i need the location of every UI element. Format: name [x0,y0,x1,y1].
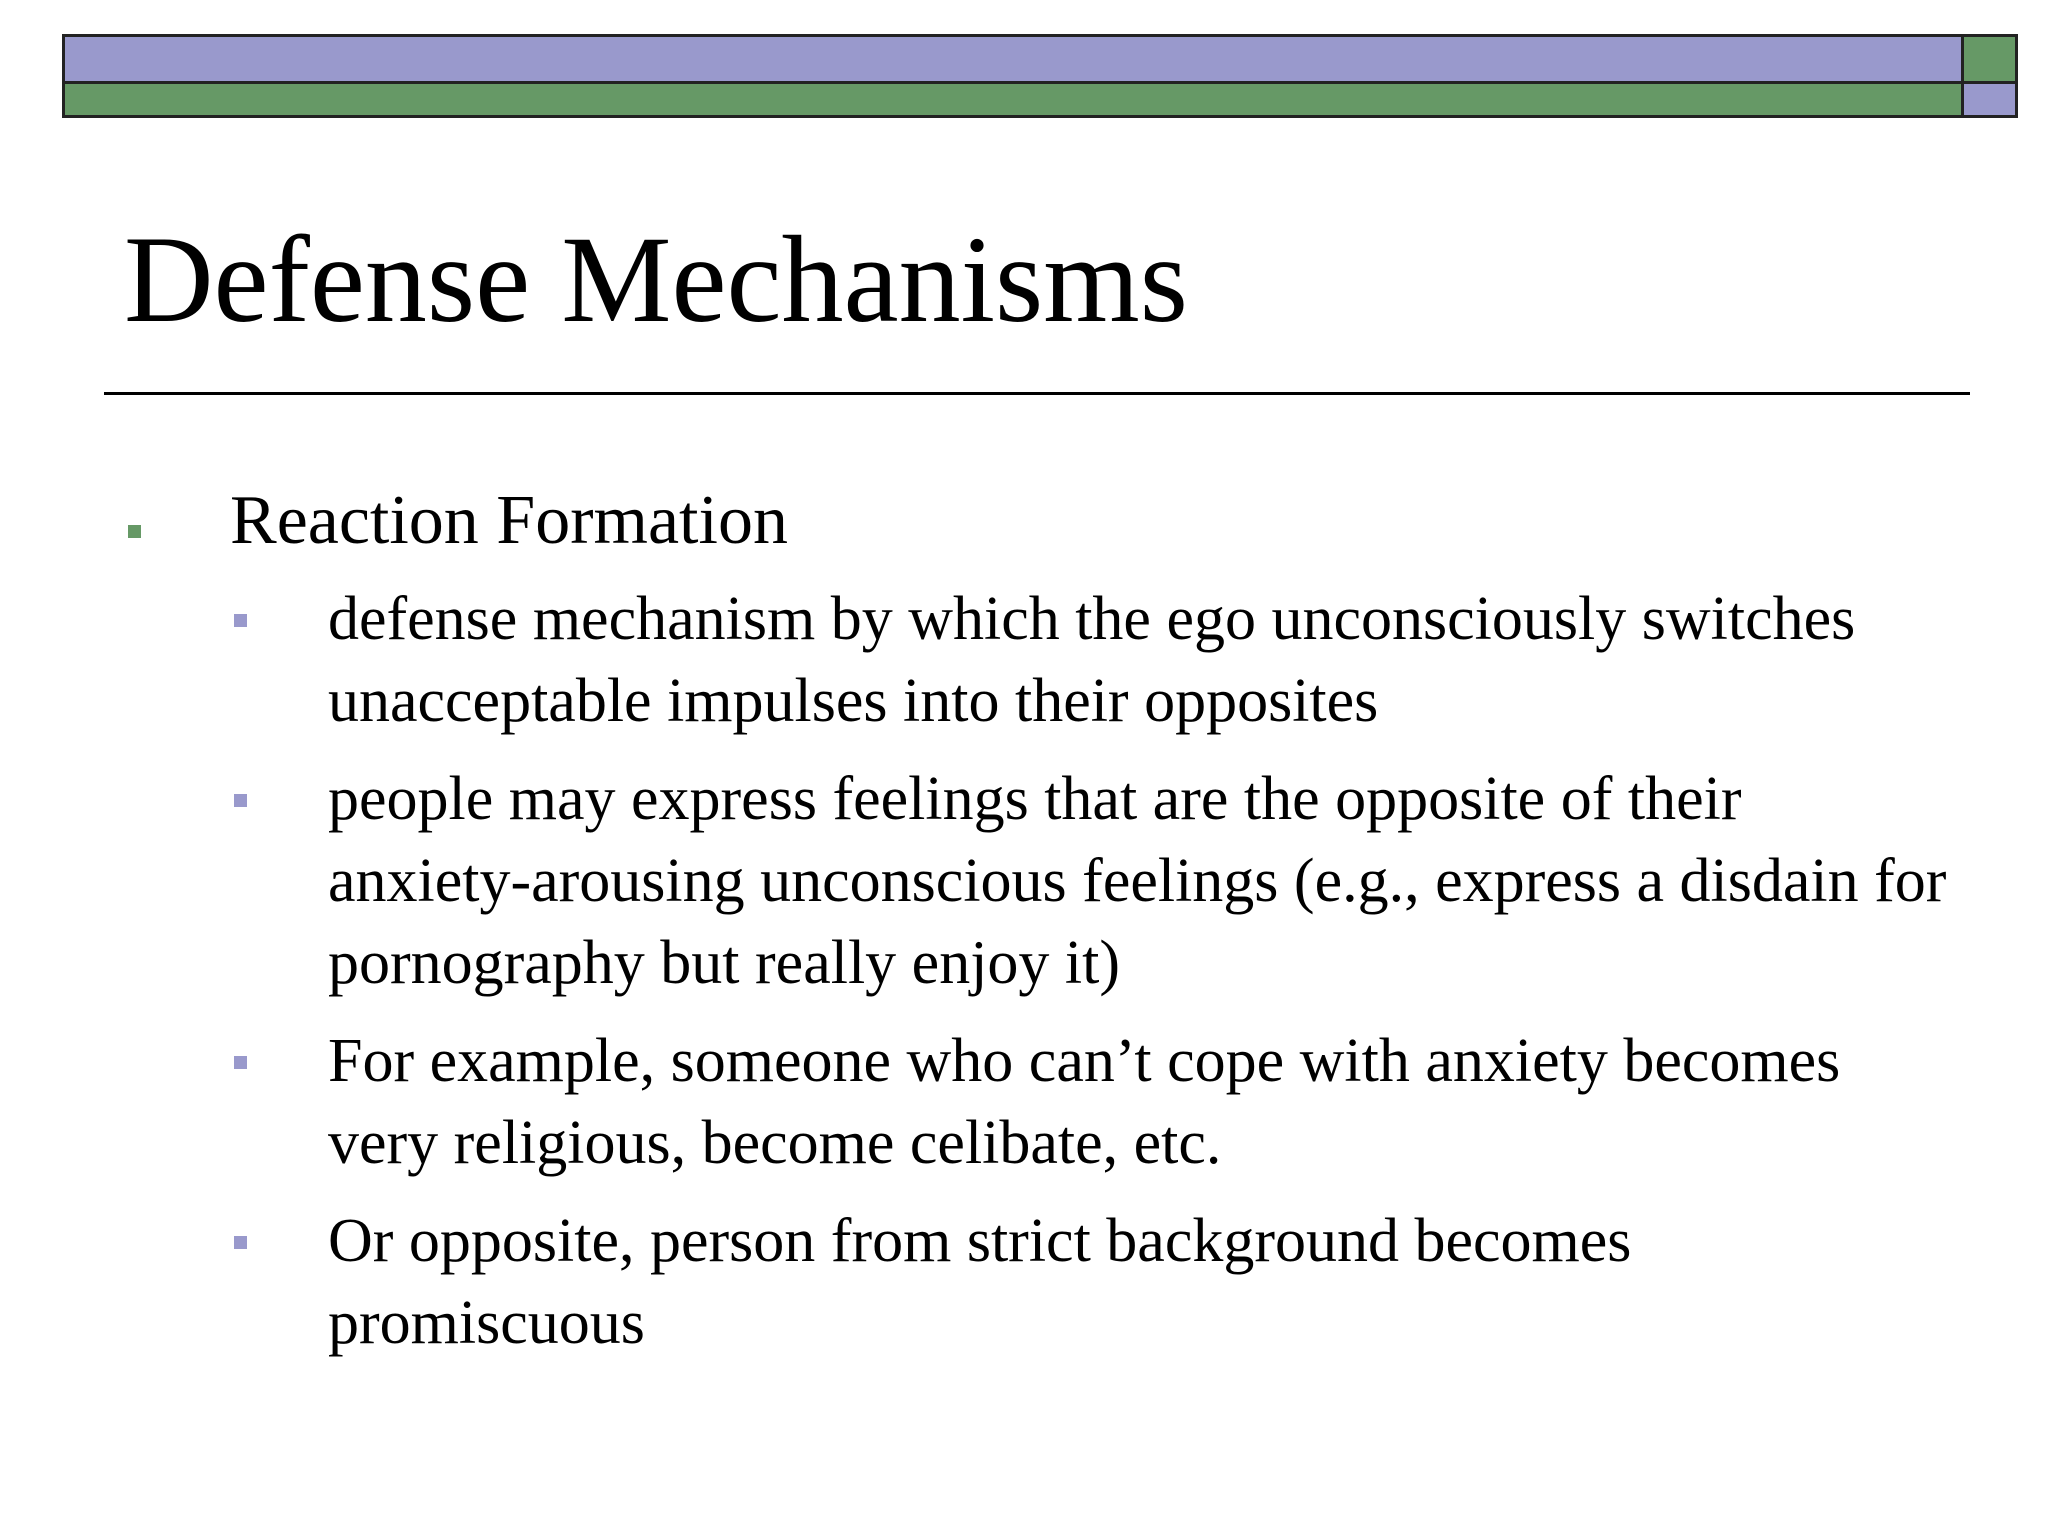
header-bar-green [62,84,1964,118]
square-bullet-icon [128,525,141,538]
title-underline [104,392,1970,395]
sub-bullet-text: For example, someone who can’t cope with anxiety becomes very religious, become celibate, etc. [328,1027,1841,1177]
bullet-item [0,480,2048,562]
header-square-green [1964,34,2018,84]
sub-bullet-text: defense mechanism by which the ego unconsciously switches unacceptable impulses into their opposites [328,585,1856,735]
square-bullet-icon [234,1236,247,1249]
header-bar-purple [62,34,1964,84]
sub-bullet-item [0,758,1948,1004]
slide-body [0,480,2048,1380]
square-bullet-icon [234,614,247,627]
slide-title: Defense Mechanisms [124,211,1188,348]
sub-bullet-item [0,1200,1948,1364]
bullet-text: Reaction Formation [230,482,788,559]
sub-bullet-item [0,578,1948,742]
sub-bullet-text: Or opposite, person from strict background becomes promiscuous [328,1207,1632,1357]
sub-bullet-item [0,1020,1948,1184]
sub-bullet-text: people may express feelings that are the opposite of their anxiety-arousing unconscious feelings (e.g., express a disdain for pornography but really enjoy it) [328,765,1947,997]
header-square-purple [1964,84,2018,118]
square-bullet-icon [234,794,247,807]
square-bullet-icon [234,1056,247,1069]
